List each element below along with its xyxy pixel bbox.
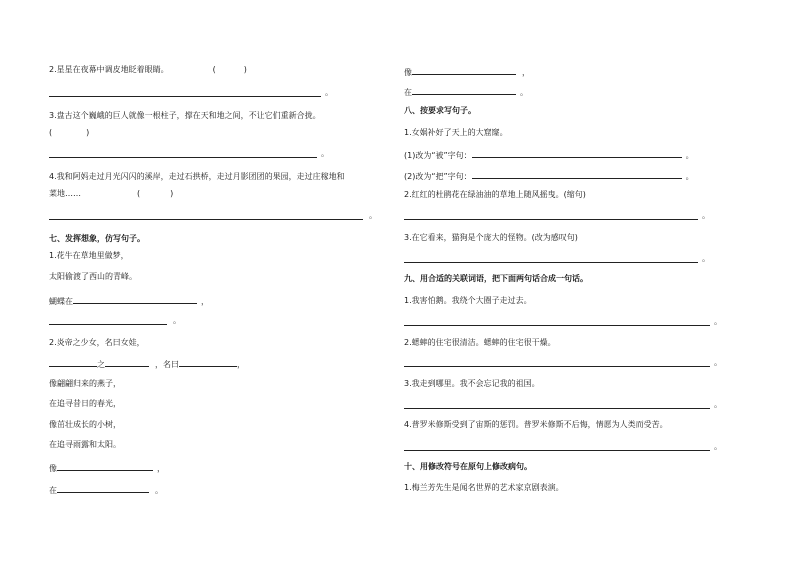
s7-q2-fill [49,358,245,370]
s7-q2-line3: 像茁壮成长的小树， [49,420,121,429]
period: 。 [714,400,722,409]
answer-paren-close: ) [86,128,90,137]
mingyue-text: ，名曰 [155,360,179,369]
s7-question-1: 1.花牛在草地里做梦， [49,251,129,260]
period: 。 [714,317,722,326]
s8-q1-b [404,170,694,182]
period: 。 [325,88,333,97]
answer-line[interactable] [404,219,698,220]
s8-question-1: 1.女娲补好了天上的大窟窿。 [404,128,508,137]
period: 。 [685,172,694,181]
period: 。 [685,151,694,160]
fill-blank[interactable] [472,170,682,179]
comma: ， [237,360,245,369]
period: 。 [369,211,377,220]
answer-line[interactable] [49,157,317,158]
fill-prefix: 在 [404,88,412,97]
question-2-text: 2.星星在夜幕中调皮地眨着眼睛。 [49,65,169,74]
period: 。 [155,486,163,495]
fill-blank[interactable] [57,484,149,493]
question-3: 3.盘古这个巍峨的巨人就像一根柱子，撑在天和地之间，不让它们重新合拢。 [49,111,321,120]
s7-q2-line1: 像翩翩归来的燕子， [49,379,121,388]
zai-fill [404,86,528,98]
s8-q1-b-label: (2)改为“把”字句： [404,172,472,181]
answer-paren-open: ( [49,128,53,137]
fill-blank[interactable] [49,358,97,367]
answer-line[interactable] [404,408,710,409]
question-4-cont-text: 菜地…… [49,189,81,198]
fill-blank[interactable] [105,358,149,367]
fill-blank[interactable] [57,462,153,471]
xiang-fill [404,66,530,78]
s7-q1-fill [49,295,209,307]
comma: ， [522,68,530,77]
section-10-title: 十、用修改符号在原句上修改病句。 [404,462,532,471]
answer-line[interactable] [404,450,710,451]
comma: ， [157,464,165,473]
s7-question-2: 2.炎帝之少女，名曰女娃， [49,338,145,347]
s8-question-2: 2.红红的杜鹃花在绿油油的草地上随风摇曳。(缩句) [404,190,586,199]
period: 。 [321,149,329,158]
question-4-cont [49,189,173,199]
s8-question-3: 3.在它看来，猫狗是个庞大的怪物。(改为感叹句) [404,233,578,242]
s9-question-2: 2.蟋蟀的住宅很清洁。蟋蟀的住宅很干燥。 [404,338,556,347]
section-9-title: 九、用合适的关联词语，把下面两句话合成一句话。 [404,274,588,283]
s9-question-3: 3.我走到哪里。我不会忘记我的祖国。 [404,379,540,388]
comma: ， [201,297,209,306]
period: 。 [173,316,181,325]
answer-line[interactable] [404,262,698,263]
s9-question-1: 1.我害怕鹅。我绕个大圈子走过去。 [404,296,532,305]
answer-line[interactable] [49,219,363,220]
s10-question-1: 1.梅兰芳先生是闻名世界的艺术家京剧表演。 [404,483,564,492]
fill-blank[interactable] [412,66,516,75]
s8-q1-a [404,149,694,161]
s8-q1-a-label: (1)改为“被”字句： [404,151,472,160]
question-2 [49,65,247,75]
s7-q2-fill-zai [49,484,163,496]
question-4: 4.我和阿妈走过月光闪闪的溪岸，走过石拱桥，走过月影团团的果园，走过庄稼地和 [49,172,345,181]
fill-blank[interactable] [179,358,237,367]
section-7-title: 七、发挥想象，仿写句子。 [49,234,145,243]
s7-q2-line4: 在追寻雨露和太阳。 [49,440,121,449]
answer-line[interactable] [49,324,167,325]
s9-question-4: 4.普罗米修斯受到了宙斯的惩罚。普罗米修斯不后悔，情愿为人类而受苦。 [404,420,668,429]
section-8-title: 八、按要求写句子。 [404,106,476,115]
answer-line[interactable] [404,366,710,367]
answer-line[interactable] [404,325,710,326]
fill-prefix: 蝴蝶在 [49,297,73,306]
answer-paren-close: ) [243,65,247,74]
period: 。 [520,88,528,97]
fill-prefix: 在 [49,486,57,495]
question-3-paren [49,128,89,138]
period: 。 [702,254,710,263]
period: 。 [702,211,710,220]
answer-paren-open: ( [137,189,141,198]
period: 。 [714,358,722,367]
s7-q2-line2: 在追寻昔日的春光， [49,399,121,408]
answer-paren-open: ( [212,65,216,74]
period: 。 [714,442,722,451]
s7-q2-fill-xiang [49,462,165,474]
fill-blank[interactable] [472,149,682,158]
fill-blank[interactable] [73,295,197,304]
answer-paren-close: ) [170,189,174,198]
answer-line[interactable] [49,96,321,97]
fill-prefix: 像 [404,68,412,77]
s7-question-1-line2: 太阳偷渡了西山的青峰。 [49,272,137,281]
fill-blank[interactable] [412,86,516,95]
fill-prefix: 像 [49,464,57,473]
zhi-text: 之 [97,360,105,369]
